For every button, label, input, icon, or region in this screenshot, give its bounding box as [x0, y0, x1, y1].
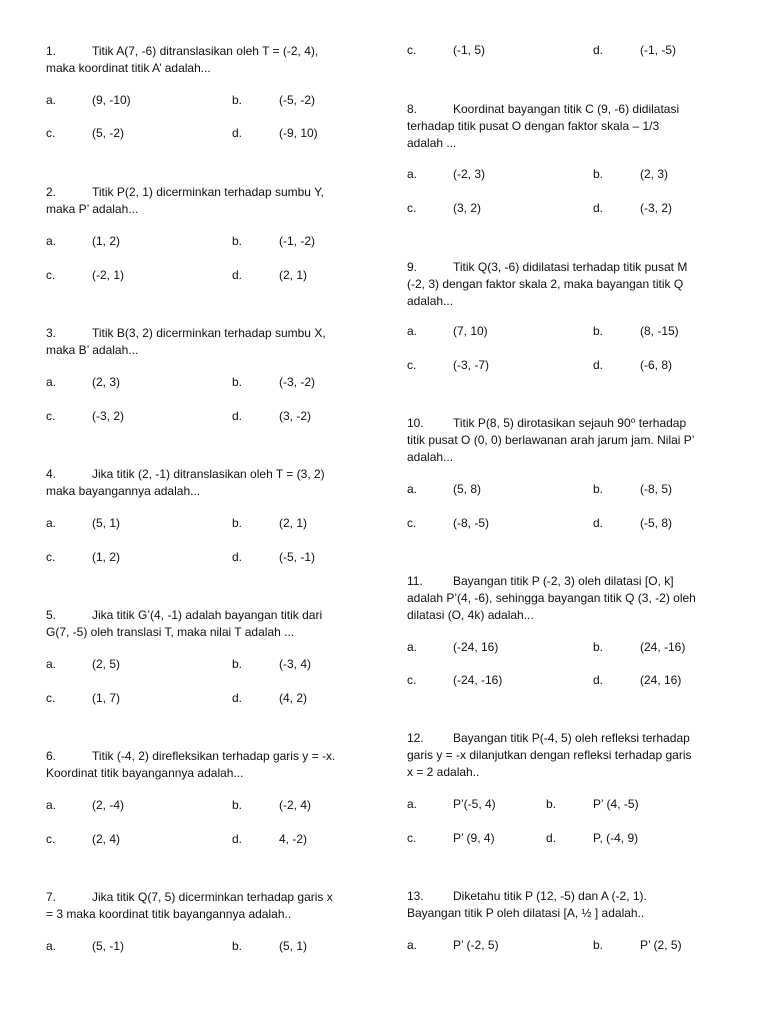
option-value: P’ (-2, 5): [453, 938, 499, 952]
option-value: (-5, -1): [279, 550, 315, 564]
question-text: G(7, -5) oleh translasi T, maka nilai T adalah ...: [46, 625, 295, 639]
option-letter: a.: [46, 234, 57, 248]
question-number: 2.: [46, 185, 57, 199]
question-number: 13.: [407, 889, 424, 903]
option-letter: a.: [46, 939, 57, 953]
question-7: [46, 889, 376, 923]
option-row: [407, 43, 737, 60]
option-letter: d.: [232, 832, 243, 846]
option-value: (-1, -2): [279, 234, 315, 248]
option-value: (-8, 5): [640, 482, 673, 496]
question-text: adalah P’(4, -6), sehingga bayangan titik Q (3, -2) oleh: [407, 591, 696, 605]
option-value: (5, 8): [453, 482, 482, 496]
option-value: (5, -1): [92, 939, 125, 953]
option-value: (-2, 4): [279, 798, 312, 812]
option-row: [407, 167, 737, 184]
question-8: [407, 101, 737, 152]
option-value: (-3, 2): [640, 201, 673, 215]
option-letter: b.: [232, 657, 243, 671]
option-value: (1, 2): [92, 234, 121, 248]
option-letter: c.: [407, 516, 417, 530]
option-value: (-9, 10): [279, 126, 318, 140]
option-letter: c.: [407, 43, 417, 57]
option-letter: a.: [46, 657, 57, 671]
option-letter: a.: [407, 938, 418, 952]
option-value: (9, -10): [92, 93, 131, 107]
option-value: (-24, -16): [453, 673, 503, 687]
option-value: (1, 7): [92, 691, 121, 705]
option-value: (-3, -2): [279, 375, 315, 389]
option-value: (2, 1): [279, 268, 308, 282]
question-text: Jika titik Q(7, 5) dicerminkan terhadap garis x: [92, 890, 333, 904]
question-4: [46, 466, 376, 500]
option-row: [46, 268, 376, 285]
question-number: 9.: [407, 260, 418, 274]
question-number: 8.: [407, 102, 418, 116]
option-row: [407, 324, 737, 341]
option-value: (4, 2): [279, 691, 308, 705]
option-value: (24, -16): [640, 640, 686, 654]
option-value: (5, 1): [92, 516, 121, 530]
question-text: maka P’ adalah...: [46, 202, 139, 216]
question-text: adalah...: [407, 450, 454, 464]
question-text: terhadap titik pusat O dengan faktor skala – 1/3: [407, 119, 660, 133]
question-text: Titik (-4, 2) direfleksikan terhadap garis y = -x.: [92, 749, 336, 763]
option-letter: b.: [593, 640, 604, 654]
option-letter: d.: [593, 201, 604, 215]
question-number: 6.: [46, 749, 57, 763]
question-text: Titik A(7, -6) ditranslasikan oleh T = (-2, 4),: [92, 44, 319, 58]
option-letter: d.: [593, 43, 604, 57]
question-10: [407, 415, 737, 466]
option-row: [46, 409, 376, 426]
option-row: [46, 691, 376, 708]
option-letter: c.: [46, 832, 56, 846]
option-letter: b.: [232, 93, 243, 107]
option-value: (2, 5): [92, 657, 121, 671]
option-value: P’ (2, 5): [640, 938, 682, 952]
option-letter: c.: [46, 126, 56, 140]
option-value: 4, -2): [279, 832, 308, 846]
option-row: [407, 482, 737, 499]
question-text: Bayangan titik P (-2, 3) oleh dilatasi [O, k]: [453, 574, 674, 588]
option-value: (2, 3): [640, 167, 669, 181]
option-row: [46, 234, 376, 251]
option-letter: b.: [593, 938, 604, 952]
option-letter: c.: [407, 831, 417, 845]
option-value: P’ (9, 4): [453, 831, 495, 845]
option-row: [407, 640, 737, 657]
option-letter: c.: [407, 673, 417, 687]
option-value: (-3, 2): [92, 409, 125, 423]
option-letter: a.: [407, 640, 418, 654]
option-letter: c.: [46, 691, 56, 705]
option-value: (2, 3): [92, 375, 121, 389]
question-number: 7.: [46, 890, 57, 904]
option-row: [46, 939, 376, 956]
option-row: [407, 358, 737, 375]
option-row: [46, 832, 376, 849]
option-value: (-3, 4): [279, 657, 312, 671]
option-letter: b.: [593, 167, 604, 181]
option-letter: b.: [232, 516, 243, 530]
option-letter: d.: [232, 691, 243, 705]
question-11: [407, 573, 737, 624]
option-letter: a.: [407, 324, 418, 338]
option-letter: c.: [46, 409, 56, 423]
option-value: (2, -4): [92, 798, 125, 812]
question-text: Bayangan titik P(-4, 5) oleh refleksi terhadap: [453, 731, 690, 745]
option-row: [46, 375, 376, 392]
option-value: (3, 2): [453, 201, 482, 215]
question-text: maka B’ adalah...: [46, 343, 139, 357]
option-letter: b.: [232, 939, 243, 953]
question-6: [46, 748, 376, 782]
question-text: Titik P(2, 1) dicerminkan terhadap sumbu Y,: [92, 185, 324, 199]
option-letter: a.: [407, 167, 418, 181]
option-letter: a.: [407, 797, 418, 811]
option-value: (-8, -5): [453, 516, 489, 530]
question-text: Diketahu titik P (12, -5) dan A (-2, 1).: [453, 889, 647, 903]
option-value: (-5, -2): [279, 93, 315, 107]
question-text: Titik P(8, 5) dirotasikan sejauh 90⁰ terhadap: [453, 416, 687, 430]
question-text: Jika titik G’(4, -1) adalah bayangan titik dari: [92, 608, 323, 622]
question-text: Jika titik (2, -1) ditranslasikan oleh T = (3, 2): [92, 467, 325, 481]
option-letter: b.: [232, 375, 243, 389]
option-letter: d.: [593, 516, 604, 530]
question-1: [46, 43, 376, 77]
option-row: [407, 831, 737, 848]
option-value: (-24, 16): [453, 640, 499, 654]
option-row: [46, 657, 376, 674]
question-text: maka koordinat titik A’ adalah...: [46, 61, 211, 75]
option-value: (5, 1): [279, 939, 308, 953]
question-text: Titik B(3, 2) dicerminkan terhadap sumbu X,: [92, 326, 326, 340]
question-text: garis y = -x dilanjutkan dengan refleksi terhadap garis: [407, 748, 692, 762]
option-letter: d.: [593, 673, 604, 687]
option-value: (-2, 1): [92, 268, 125, 282]
option-letter: a.: [46, 798, 57, 812]
option-letter: d.: [593, 358, 604, 372]
option-value: (-1, 5): [453, 43, 486, 57]
question-text: maka bayangannya adalah...: [46, 484, 201, 498]
question-text: x = 2 adalah..: [407, 765, 480, 779]
option-row: [407, 201, 737, 218]
option-value: (2, 4): [92, 832, 121, 846]
option-value: (-2, 3): [453, 167, 486, 181]
option-letter: c.: [407, 201, 417, 215]
option-value: (5, -2): [92, 126, 125, 140]
option-value: (1, 2): [92, 550, 121, 564]
question-text: Titik Q(3, -6) didilatasi terhadap titik pusat M: [453, 260, 688, 274]
question-12: [407, 730, 737, 781]
option-row: [407, 938, 737, 955]
question-5: [46, 607, 376, 641]
question-text: Bayangan titik P oleh dilatasi [A, ½ ] adalah..: [407, 906, 645, 920]
question-13: [407, 888, 737, 922]
question-number: 4.: [46, 467, 57, 481]
option-letter: b.: [232, 234, 243, 248]
option-value: (3, -2): [279, 409, 312, 423]
option-letter: d.: [232, 550, 243, 564]
option-letter: c.: [46, 550, 56, 564]
question-number: 10.: [407, 416, 424, 430]
question-text: titik pusat O (0, 0) berlawanan arah jarum jam. Nilai P’: [407, 433, 695, 447]
option-row: [46, 516, 376, 533]
option-letter: a.: [407, 482, 418, 496]
option-value: (2, 1): [279, 516, 308, 530]
question-number: 12.: [407, 731, 424, 745]
question-number: 5.: [46, 608, 57, 622]
option-letter: d.: [546, 831, 557, 845]
option-row: [46, 126, 376, 143]
question-9: [407, 259, 737, 310]
question-text: adalah ...: [407, 136, 457, 150]
question-text: dilatasi (O, 4k) adalah...: [407, 608, 534, 622]
option-letter: a.: [46, 93, 57, 107]
option-letter: c.: [407, 358, 417, 372]
option-letter: c.: [46, 268, 56, 282]
option-value: P’ (4, -5): [593, 797, 639, 811]
question-number: 3.: [46, 326, 57, 340]
option-letter: b.: [593, 482, 604, 496]
option-letter: d.: [232, 126, 243, 140]
question-3: [46, 325, 376, 359]
option-value: (-1, -5): [640, 43, 676, 57]
question-text: Koordinat titik bayangannya adalah...: [46, 766, 244, 780]
option-row: [46, 93, 376, 110]
option-value: P’(-5, 4): [453, 797, 496, 811]
option-value: P, (-4, 9): [593, 831, 639, 845]
question-text: adalah...: [407, 294, 454, 308]
question-text: (-2, 3) dengan faktor skala 2, maka bayangan titik Q: [407, 277, 684, 291]
option-row: [46, 550, 376, 567]
option-value: (24, 16): [640, 673, 682, 687]
option-row: [407, 516, 737, 533]
option-row: [46, 798, 376, 815]
question-text: Koordinat bayangan titik C (9, -6) didilatasi: [453, 102, 680, 116]
option-row: [407, 673, 737, 690]
option-letter: b.: [546, 797, 557, 811]
option-letter: d.: [232, 268, 243, 282]
option-value: (7, 10): [453, 324, 488, 338]
option-value: (-6, 8): [640, 358, 673, 372]
option-letter: d.: [232, 409, 243, 423]
question-2: [46, 184, 376, 218]
option-letter: b.: [232, 798, 243, 812]
option-value: (-5, 8): [640, 516, 673, 530]
option-letter: a.: [46, 375, 57, 389]
question-number: 1.: [46, 44, 57, 58]
option-value: (-3, -7): [453, 358, 489, 372]
option-letter: a.: [46, 516, 57, 530]
option-letter: b.: [593, 324, 604, 338]
question-number: 11.: [407, 574, 423, 588]
question-text: = 3 maka koordinat titik bayangannya adalah..: [46, 907, 292, 921]
option-value: (8, -15): [640, 324, 679, 338]
option-row: [407, 797, 737, 814]
